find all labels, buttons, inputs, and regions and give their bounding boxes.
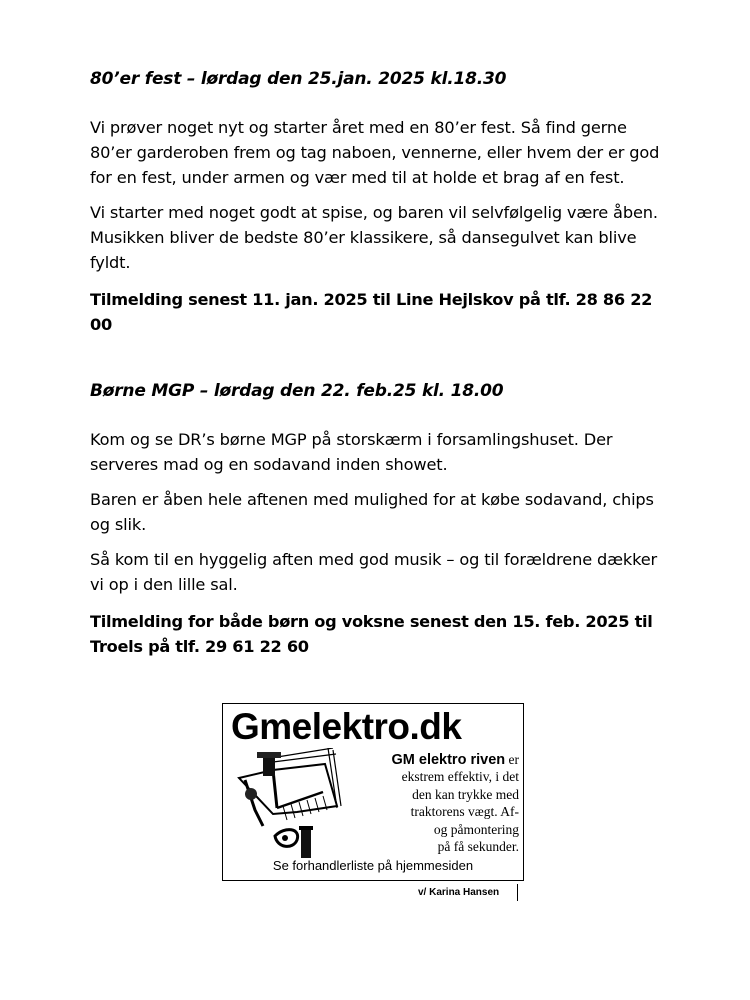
ad-product-name: GM elektro riven (391, 752, 506, 768)
event-description: Kom og se DR’s børne MGP på storskærm i forsamlingshuset. Der serveres mad og en sodavand inden showet. (90, 430, 613, 474)
gmelektro-advertisement (222, 703, 524, 881)
signup-info: Tilmelding senest 11. jan. 2025 til Line Hejlskov på tlf. 28 86 22 00 (90, 290, 653, 334)
ad-body-line: ekstrem effektiv, i det (401, 769, 519, 784)
ad-headline (343, 751, 519, 770)
event-title-80s-party: 80’er fest – lørdag den 25.jan. 2025 kl.18.30 (90, 69, 507, 89)
ad-headline-rest: er (505, 752, 519, 767)
ad-footer: Se forhandlerliste på hjemmesiden (272, 858, 474, 873)
event-description: Vi prøver noget nyt og starter året med en 80’er fest. Så find gerne 80’er garderoben frem og tag naboen, vennerne, eller hvem der er god for en fest, under armen og vær med til at holde et brag af en fest. (90, 118, 660, 187)
ad-credit: v/ Karina Hansen (418, 887, 500, 898)
text-cursor (517, 884, 518, 901)
newsletter-page (90, 66, 670, 659)
signup-info: Tilmelding for både børn og voksne senest den 15. feb. 2025 til Troels på tlf. 29 61 22 60 (90, 612, 653, 656)
event-description: Baren er åben hele aftenen med mulighed for at købe sodavand, chips og slik. (90, 490, 654, 534)
event-description: Så kom til en hyggelig aften med god musik – og til forældrene dækker vi op i den lille sal. (90, 550, 658, 594)
ad-body-line: den kan trykke med (412, 786, 519, 802)
event-description: Vi starter med noget godt at spise, og baren vil selvfølgelig være åben. Musikken bliver de bedste 80’er klassikere, så dansegulvet kan blive fyldt. (90, 203, 658, 272)
rake-machine-illustration (233, 748, 343, 860)
ad-body-text (333, 768, 519, 856)
ad-brand-name: Gmelektro.dk (231, 706, 462, 747)
ad-body-line: og påmontering (433, 821, 519, 837)
event-title-kids-mgp: Børne MGP – lørdag den 22. feb.25 kl. 18.00 (90, 381, 504, 401)
ad-body-line: på få sekunder. (437, 839, 519, 854)
ad-body-line: traktorens vægt. Af- (410, 804, 519, 819)
